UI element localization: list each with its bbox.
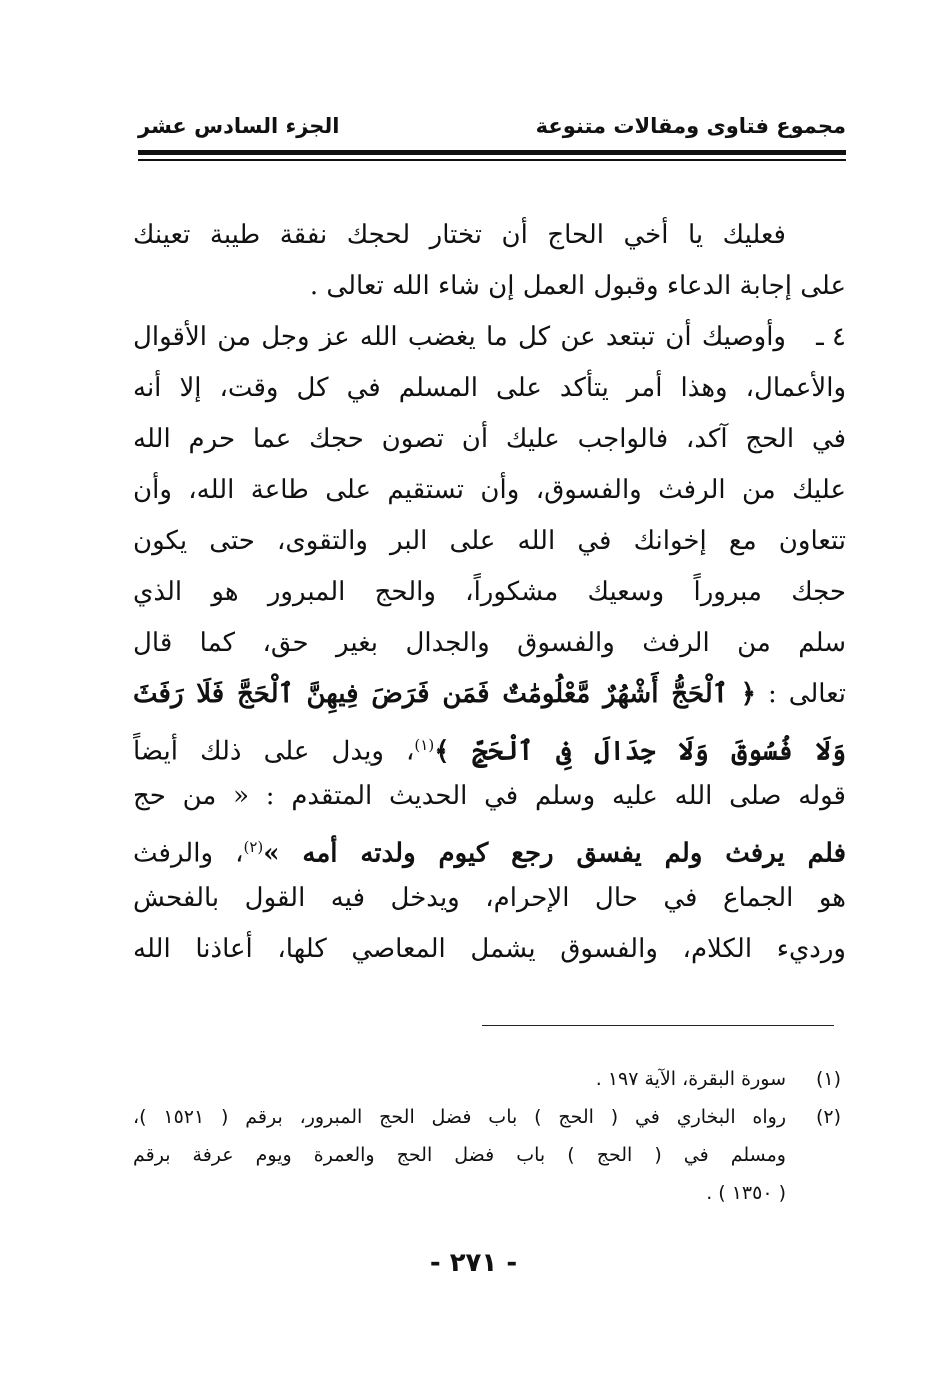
footnote-number: (١) xyxy=(815,1068,841,1090)
para1-line-1: فعليك يا أخي الحاج أن تختار لحجك نفقة طيبة تعينك xyxy=(133,220,786,250)
para1-line-2: على إجابة الدعاء وقبول العمل إن شاء الله تعالى . xyxy=(309,271,846,301)
after-hadith-text: ، والرفث xyxy=(133,838,244,869)
quran-verse-part-2: وَلَا فُسُوقَ وَلَا جِدَالَ فِى ٱلْحَجِّ ﴾ xyxy=(434,736,846,767)
footnote-ref-1: (١) xyxy=(414,736,435,754)
book-title: مجموع فتاوى ومقالات متنوعة xyxy=(535,114,846,138)
item4-line-7: سلم من الرفث والفسوق والجدال بغير حق، كما قال xyxy=(133,628,846,658)
tail-line-1: هو الجماع في حال الإحرام، ويدخل فيه القول بالفحش xyxy=(133,883,846,913)
footnote-2-line-3: ( ١٣٥٠ ) . xyxy=(706,1182,786,1204)
item4-line-5: تتعاون مع إخوانك في الله على البر والتقوى، حتى يكون xyxy=(133,526,846,556)
header-rule-thin xyxy=(138,159,846,161)
quran-line-1 xyxy=(133,669,846,720)
footnote-2 xyxy=(133,1098,841,1212)
item4-line-4: عليك من الرفث والفسوق، وأن تستقيم على طاعة الله، وأن xyxy=(133,475,846,505)
footnote-number: (٢) xyxy=(815,1106,841,1128)
tail-line-2: ورديء الكلام، والفسوق يشمل المعاصي كلها، أعاذنا الله xyxy=(133,934,846,964)
footnote-2-line-2: ومسلم في ( الحج ) باب فضل الحج والعمرة ويوم عرفة برقم xyxy=(133,1144,786,1166)
quran-intro: تعالى : xyxy=(767,679,846,709)
footnote-1-line-1: سورة البقرة، الآية ١٩٧ . xyxy=(595,1068,786,1090)
item4-line-6: حجك مبروراً وسعيك مشكوراً، والحج المبرور هو الذي xyxy=(133,577,846,607)
main-text xyxy=(133,210,846,975)
footnote-2-line-1: رواه البخاري في ( الحج ) باب فضل الحج المبرور، برقم ( ١٥٢١ )، xyxy=(133,1106,786,1128)
quran-line-2 xyxy=(133,720,846,771)
item4-line-1: وأوصيك أن تبتعد عن كل ما يغضب الله عز وجل من الأقوال xyxy=(133,322,786,352)
page-number: - ٢٧١ - xyxy=(429,1248,518,1278)
running-header xyxy=(138,108,846,148)
header-rule-thick xyxy=(138,150,846,155)
volume-label: الجزء السادس عشر xyxy=(138,114,340,138)
item4-line-3: في الحج آكد، فالواجب عليك أن تصون حجك عما حرم الله xyxy=(133,424,846,454)
footnote-separator xyxy=(482,1025,834,1026)
item4-line-2: والأعمال، وهذا أمر يتأكد على المسلم في كل وقت، إلا أنه xyxy=(133,373,846,403)
list-number: ٤ ـ xyxy=(816,322,846,352)
hadith-line xyxy=(133,822,846,873)
list-item-4 xyxy=(133,312,846,975)
footnote-1 xyxy=(133,1060,841,1098)
footnote-ref-2: (٢) xyxy=(243,838,264,856)
hadith-text: فلم يرفث ولم يفسق رجع كيوم ولدته أمه » xyxy=(263,838,846,869)
after-quran-text: ، ويدل على ذلك أيضاً xyxy=(133,736,415,767)
footnotes xyxy=(133,1060,841,1212)
hadith-intro-line: قوله صلى الله عليه وسلم في الحديث المتقدم : « من حج xyxy=(133,781,846,811)
quran-verse-part-1: ﴿ ٱلْحَجُّ أَشْهُرٌ مَّعْلُومَٰتٌ فَمَن فَرَضَ فِيهِنَّ ٱلْحَجَّ فَلَا رَفَثَ xyxy=(133,679,756,709)
